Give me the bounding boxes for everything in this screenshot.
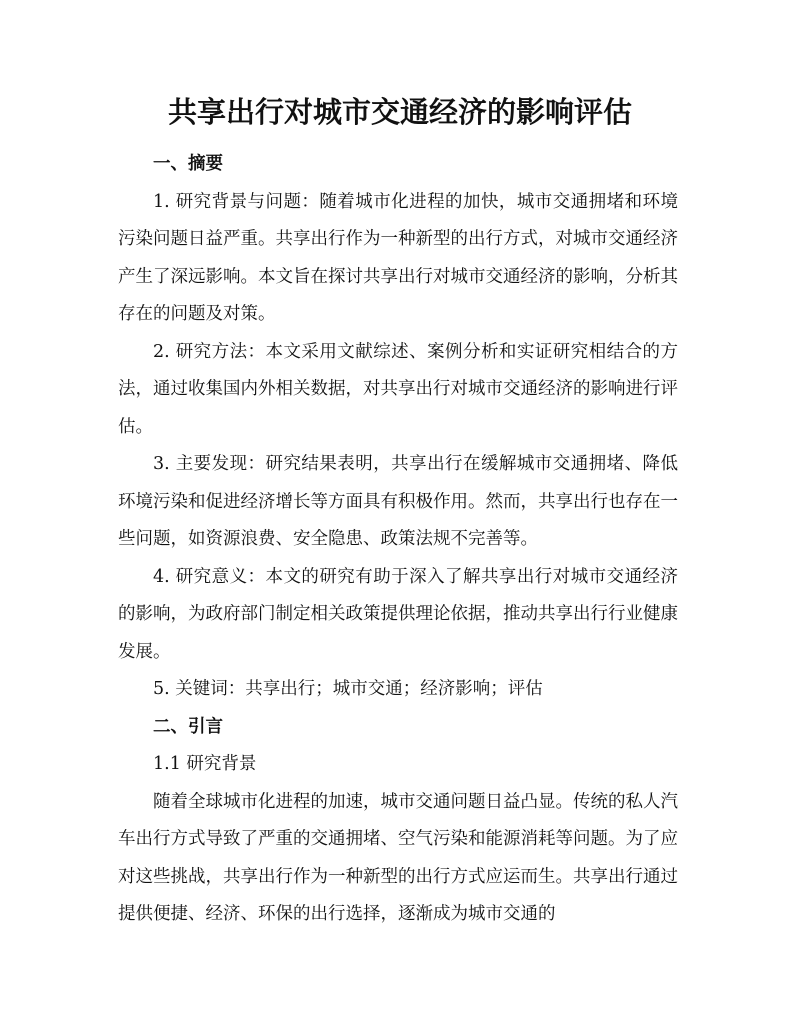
document-body xyxy=(118,146,678,934)
section-heading-introduction: 二、引言 xyxy=(153,716,223,737)
section-heading-abstract: 一、摘要 xyxy=(153,154,223,174)
abstract-item-keywords: 5. 关键词：共享出行；城市交通；经济影响；评估 xyxy=(153,679,543,699)
document-title: 共享出行对城市交通经济的影响评估 xyxy=(167,95,632,129)
abstract-item-significance: 4. 研究意义：本文的研究有助于深入了解共享出行对城市交通经济的影响，为政府部门制定相关政策提供理论依据，推动共享出行行业健康发展。 xyxy=(118,566,678,662)
introduction-paragraph: 随着全球城市化进程的加速，城市交通问题日益凸显。传统的私人汽车出行方式导致了严重的交通拥堵、空气污染和能源消耗等问题。为了应对这些挑战，共享出行作为一种新型的出行方式应运而生。共享出行通过提供便捷、经济、环保的出行选择，逐渐成为城市交通的 xyxy=(118,791,678,924)
subsection-heading-background: 1.1 研究背景 xyxy=(153,754,257,774)
abstract-item-findings: 3. 主要发现：研究结果表明，共享出行在缓解城市交通拥堵、降低环境污染和促进经济增长等方面具有积极作用。然而，共享出行也存在一些问题，如资源浪费、安全隐患、政策法规不完善等。 xyxy=(118,454,678,549)
abstract-item-method: 2. 研究方法：本文采用文献综述、案例分析和实证研究相结合的方法，通过收集国内外相关数据，对共享出行对城市交通经济的影响进行评估。 xyxy=(118,341,678,437)
abstract-item-background: 1. 研究背景与问题：随着城市化进程的加快，城市交通拥堵和环境污染问题日益严重。共享出行作为一种新型的出行方式，对城市交通经济产生了深远影响。本文旨在探讨共享出行对城市交通经济的影响，分析其存在的问题及对策。 xyxy=(118,191,678,324)
